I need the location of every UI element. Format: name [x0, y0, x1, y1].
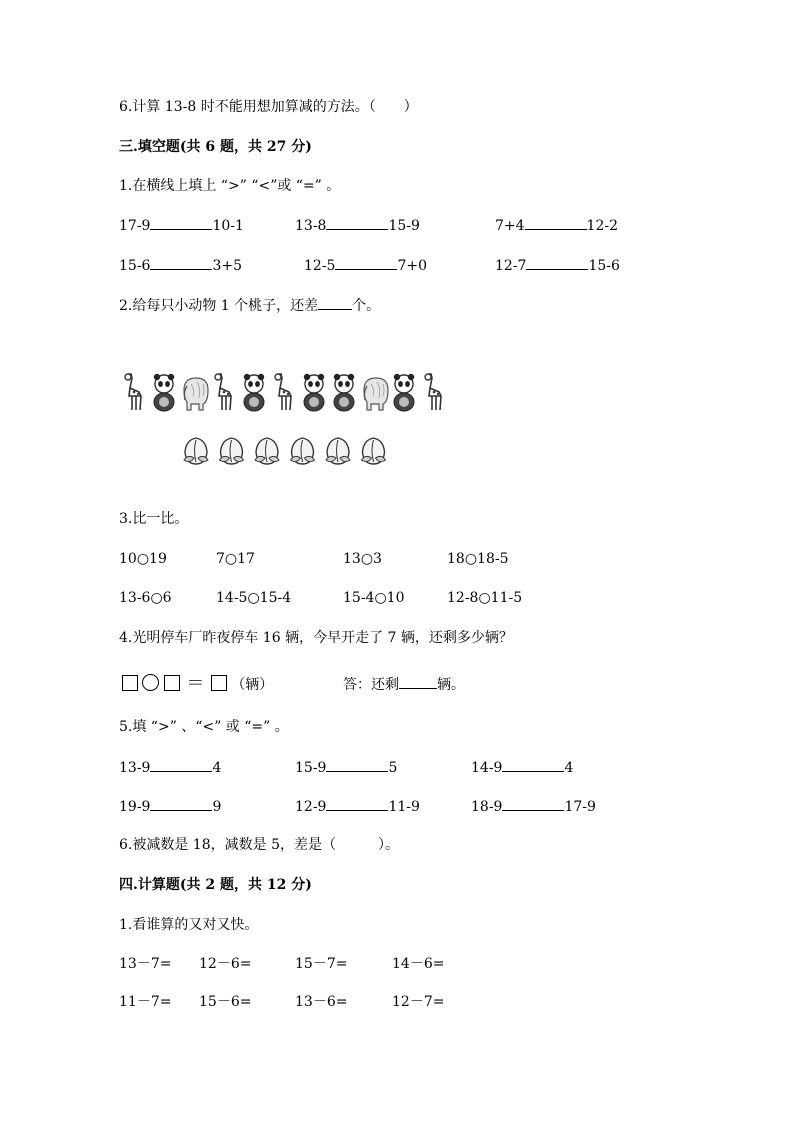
calc-item[interactable]: 12－7=	[392, 994, 445, 1010]
compare-item[interactable]: 18○18-5	[447, 551, 509, 567]
expr-right: 15-9	[388, 218, 420, 234]
compare-item[interactable]: 13-6○6	[119, 590, 172, 606]
s3q5-item	[471, 757, 573, 778]
answer-blank[interactable]	[150, 255, 212, 270]
peach-icon	[291, 438, 315, 464]
s3q5-item	[119, 796, 221, 817]
answer-blank[interactable]	[150, 796, 212, 811]
peach-row	[180, 432, 400, 468]
s3-question-6: 6.被减数是 18，减数是 5，差是（ ）。	[119, 837, 399, 853]
s3q5-row-1	[0, 757, 794, 777]
answer-blank[interactable]	[326, 215, 388, 230]
panda-icon	[394, 374, 414, 411]
expr-left: 7+4	[495, 218, 525, 234]
compare-item[interactable]: 14-5○15-4	[216, 590, 292, 606]
s3q1-item	[495, 255, 620, 276]
blank-circle[interactable]	[142, 674, 159, 691]
answer-blank[interactable]	[525, 215, 587, 230]
answer-prefix: 答：还剩	[343, 677, 399, 693]
answer-suffix: 辆。	[437, 677, 465, 693]
expr-left: 12-5	[304, 258, 336, 274]
giraffe-icon	[125, 374, 141, 410]
expr-right: 5	[388, 760, 398, 776]
expr-left: 18-9	[471, 799, 503, 815]
s3-question-3-title: 3.比一比。	[119, 511, 189, 527]
compare-item[interactable]: 15-4○10	[343, 590, 405, 606]
blank-square[interactable]	[211, 675, 227, 691]
expr-right: 17-9	[564, 799, 596, 815]
answer-blank[interactable]	[399, 674, 437, 689]
expr-left: 13-9	[119, 760, 151, 776]
calc-item[interactable]: 11－7=	[119, 994, 172, 1010]
calc-item[interactable]: 13－6=	[295, 994, 348, 1010]
blank-square[interactable]	[164, 675, 180, 691]
calc-item[interactable]: 15－7=	[295, 956, 348, 972]
expr-left: 15-9	[295, 760, 327, 776]
giraffe-icon	[425, 374, 441, 410]
s3q1-row-2	[0, 255, 794, 275]
peach-icon	[255, 438, 279, 464]
s4-question-1-title: 1.看谁算的又对又快。	[119, 917, 259, 933]
s3q3-row-2	[0, 588, 794, 608]
s3-question-4-title: 4.光明停车厂昨夜停车 16 辆，今早开走了 7 辆，还剩多少辆？	[119, 630, 513, 646]
equation-template	[122, 674, 273, 695]
answer-blank[interactable]	[150, 757, 212, 772]
expr-right: 4	[212, 760, 222, 776]
giraffe-icon	[215, 374, 231, 410]
s3q5-item	[119, 757, 221, 778]
s3-question-1-title: 1.在横线上填上 “>” “<”或 “=” 。	[119, 178, 341, 194]
expr-right: 3+5	[212, 258, 242, 274]
s3q5-row-2	[0, 796, 794, 816]
s4q1-row-1	[0, 954, 794, 974]
answer-blank[interactable]	[502, 757, 564, 772]
compare-item[interactable]: 10○19	[119, 551, 167, 567]
s3q5-item	[471, 796, 596, 817]
calc-item[interactable]: 15－6=	[199, 994, 252, 1010]
answer-blank[interactable]	[502, 796, 564, 811]
elephant-icon	[184, 378, 208, 410]
peach-icon	[326, 438, 350, 464]
expr-right: 9	[212, 799, 222, 815]
s3q5-item	[295, 796, 420, 817]
expr-left: 13-8	[295, 218, 327, 234]
s4q1-row-2	[0, 992, 794, 1012]
s3-question-2-title	[119, 295, 380, 316]
s3q1-item	[304, 255, 427, 276]
question-6-true-false: 6.计算 13-8 时不能用想加算减的方法。（ ）	[119, 99, 418, 115]
answer-blank[interactable]	[335, 255, 397, 270]
expr-left: 15-6	[119, 258, 151, 274]
animal-row	[119, 370, 459, 414]
s3q1-item	[495, 215, 618, 236]
answer-blank[interactable]	[326, 796, 388, 811]
answer-blank[interactable]	[318, 295, 352, 310]
expr-left: 14-9	[471, 760, 503, 776]
equals-sign: ＝	[186, 673, 205, 694]
answer-blank[interactable]	[526, 255, 588, 270]
peach-icon	[220, 438, 244, 464]
calc-item[interactable]: 14－6=	[392, 956, 445, 972]
peach-icon	[362, 438, 386, 464]
s3q4-equation-row	[0, 674, 794, 694]
expr-right: 7+0	[397, 258, 427, 274]
expr-right: 15-6	[588, 258, 620, 274]
panda-icon	[244, 374, 264, 411]
s3q1-row-1	[0, 215, 794, 235]
section-3-title: 三.填空题(共 6 题，共 27 分)	[119, 139, 312, 155]
panda-icon	[304, 374, 324, 411]
compare-item[interactable]: 7○17	[216, 551, 255, 567]
expr-left: 12-7	[495, 258, 527, 274]
answer-line	[343, 674, 465, 695]
elephant-icon	[364, 378, 388, 410]
expr-left: 19-9	[119, 799, 151, 815]
unit-label: （辆）	[231, 677, 274, 693]
s3q1-item	[119, 255, 242, 276]
title-suffix: 个。	[352, 298, 381, 314]
compare-item[interactable]: 12-8○11-5	[447, 590, 523, 606]
s3q5-item	[295, 757, 397, 778]
calc-item[interactable]: 12－6=	[199, 956, 252, 972]
panda-icon	[154, 374, 174, 411]
title-prefix: 2.给每只小动物 1 个桃子，还差	[119, 298, 319, 314]
expr-left: 12-9	[295, 799, 327, 815]
expr-right: 10-1	[212, 218, 244, 234]
s3-question-5-title: 5.填 “>” 、“<” 或 “=” 。	[119, 719, 289, 735]
answer-blank[interactable]	[150, 215, 212, 230]
giraffe-icon	[275, 374, 291, 410]
expr-right: 4	[564, 760, 574, 776]
expr-right: 11-9	[388, 799, 420, 815]
panda-icon	[334, 374, 354, 411]
calc-item[interactable]: 13－7=	[119, 956, 172, 972]
peach-icon	[184, 438, 208, 464]
blank-square[interactable]	[122, 675, 138, 691]
answer-blank[interactable]	[326, 757, 388, 772]
expr-right: 12-2	[586, 218, 618, 234]
s3q3-row-1	[0, 549, 794, 569]
s3q1-item	[119, 215, 244, 236]
expr-left: 17-9	[119, 218, 151, 234]
s3q1-item	[295, 215, 420, 236]
section-4-title: 四.计算题(共 2 题，共 12 分)	[119, 877, 312, 893]
compare-item[interactable]: 13○3	[343, 551, 382, 567]
